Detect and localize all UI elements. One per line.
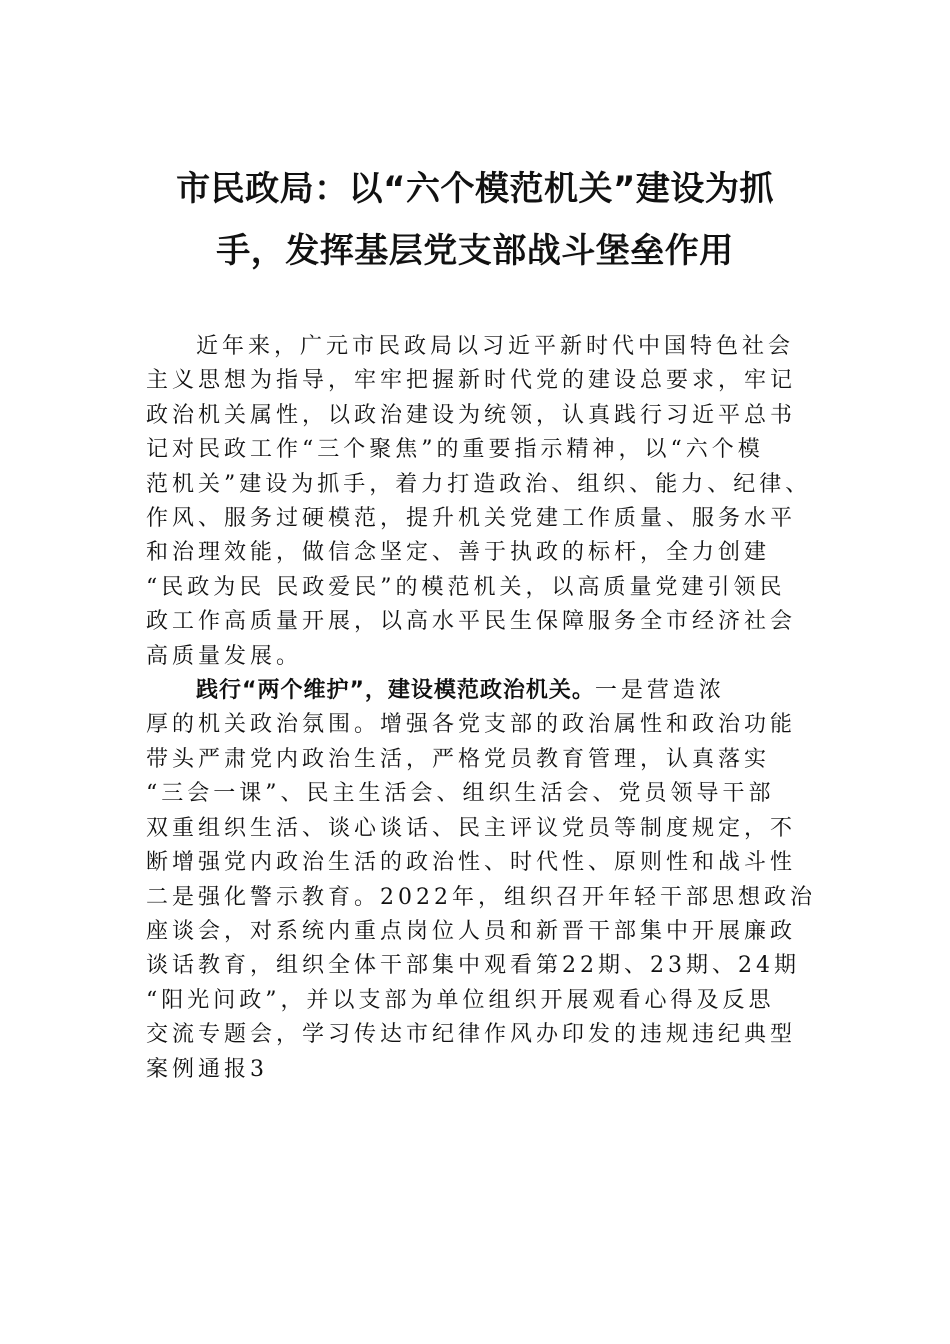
text-line: 谈话教育，组织全体干部集中观看第22期、23期、24期 <box>146 953 800 979</box>
text-line <box>146 674 816 708</box>
document-body <box>146 330 816 1087</box>
text-line: 范机关”建设为抓手，着力打造政治、组织、能力、纪律、 <box>146 471 812 497</box>
text-line: “民政为民 民政爱民”的模范机关，以高质量党建引领民 <box>146 574 786 600</box>
title-line-1: 市民政局：以“六个模范机关”建设为抓 <box>176 169 774 209</box>
section-heading: 践行“两个维护”，建设模范政治机关。 <box>196 678 595 704</box>
text-line: 主义思想为指导，牢牢把握新时代党的建设总要求，牢记 <box>146 368 797 394</box>
text-line: 座谈会，对系统内重点岗位人员和新晋干部集中开展廉政 <box>146 918 797 944</box>
text-line: 政工作高质量开展，以高水平民生保障服务全市经济社会 <box>146 609 797 635</box>
text-line: 厚的机关政治氛围。增强各党支部的政治属性和政治功能 <box>146 712 797 738</box>
text-line: 交流专题会，学习传达市纪律作风办印发的违规违纪典型 <box>146 1022 797 1048</box>
paragraph-intro <box>146 330 816 674</box>
text-line: 作风、服务过硬模范，提升机关党建工作质量、服务水平 <box>146 506 797 532</box>
title-line-2: 手，发挥基层党支部战斗堡垒作用 <box>216 231 734 271</box>
text-line: 案例通报3 <box>146 1056 268 1082</box>
text-line: 二是强化警示教育。2022年，组织召开年轻干部思想政治 <box>146 884 816 910</box>
text-line: 断增强党内政治生活的政治性、时代性、原则性和战斗性 <box>146 850 797 876</box>
text-line: 和治理效能，做信念坚定、善于执政的标杆，全力创建 <box>146 540 771 566</box>
text-line: “三会一课”、民主生活会、组织生活会、党员领导干部 <box>146 781 775 807</box>
text-line: 近年来，广元市民政局以习近平新时代中国特色社会 <box>196 334 795 359</box>
text-line: 双重组织生活、谈心谈话、民主评议党员等制度规定，不 <box>146 815 797 841</box>
text-line: 政治机关属性，以政治建设为统领，认真践行习近平总书 <box>146 402 797 428</box>
text-line: “阳光问政”，并以支部为单位组织开展观看心得及反思 <box>146 987 775 1013</box>
text-line: 带头严肃党内政治生活，严格党员教育管理，认真落实 <box>146 746 771 772</box>
text-line: 高质量发展。 <box>146 643 303 669</box>
document-title <box>120 158 830 282</box>
text-fragment: 一是营造浓 <box>594 678 725 704</box>
paragraph-political-model <box>146 674 816 1087</box>
text-line: 记对民政工作“三个聚焦”的重要指示精神，以“六个模 <box>146 437 764 463</box>
